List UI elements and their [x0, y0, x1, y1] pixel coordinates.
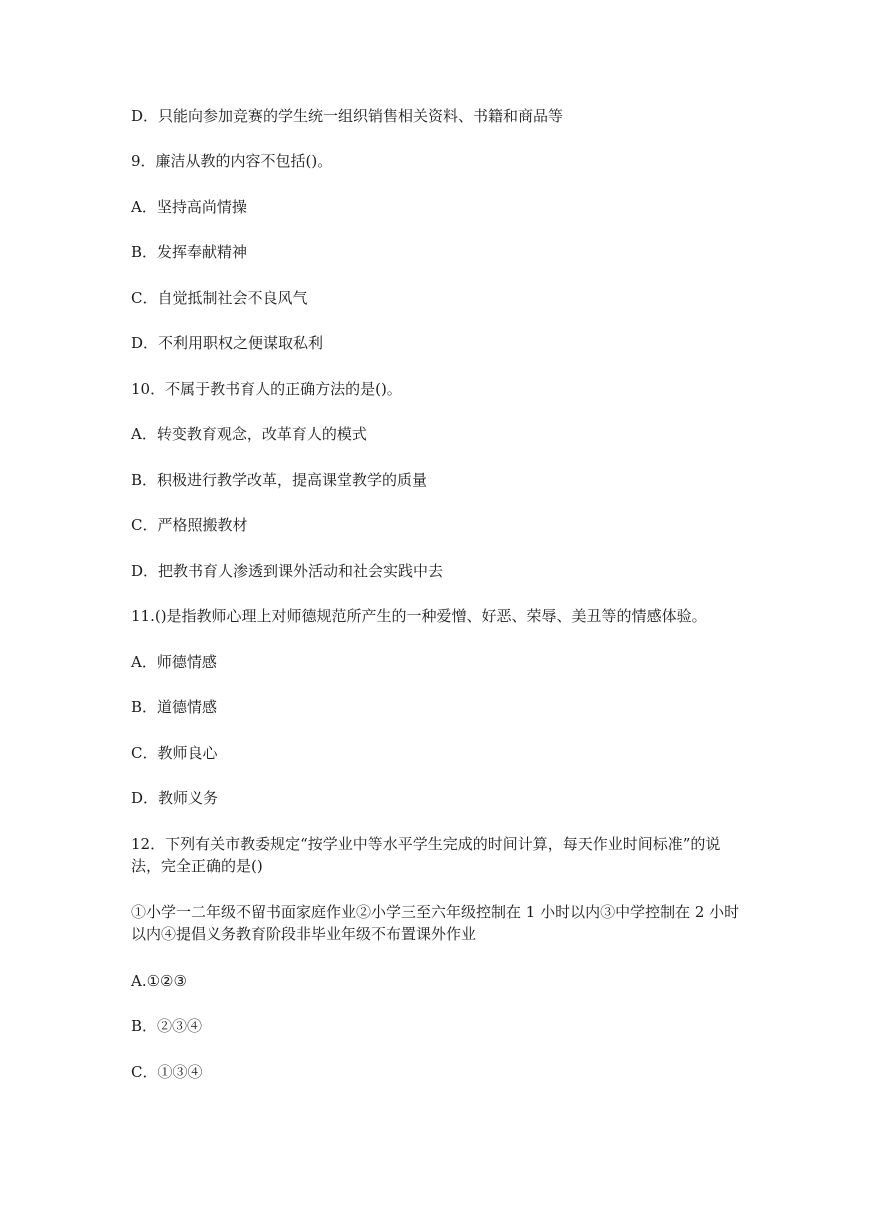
option-c-q11: C．教师良心	[131, 744, 218, 762]
option-d-q8: D．只能向参加竞赛的学生统一组织销售相关资料、书籍和商品等	[131, 107, 564, 125]
option-c-q9: C．自觉抵制社会不良风气	[131, 289, 308, 307]
option-a-q9: A．坚持高尚情操	[131, 198, 247, 216]
question-9: 9．廉洁从教的内容不包括()。	[131, 152, 333, 170]
option-d-q9: D．不利用职权之便谋取私利	[131, 334, 324, 352]
option-b-q12: B．②③④	[131, 1017, 203, 1035]
question-10: 10．不属于教书育人的正确方法的是()。	[131, 380, 402, 398]
option-b-q11: B．道德情感	[131, 698, 218, 716]
option-b-q10: B．积极进行教学改革，提高课堂教学的质量	[131, 471, 428, 489]
option-c-q12: C．①③④	[131, 1063, 203, 1081]
option-b-q9: B．发挥奉献精神	[131, 243, 248, 261]
option-a-q11: A．师德情感	[131, 653, 217, 671]
option-a-q10: A．转变教育观念，改革育人的模式	[131, 425, 367, 443]
question-12: 12．下列有关市教委规定“按学业中等水平学生完成的时间计算，每天作业时间标准”的说法，完全正确的是()	[131, 835, 721, 875]
option-c-q10: C．严格照搬教材	[131, 516, 248, 534]
option-a-q12: A.①②③	[131, 972, 187, 990]
option-d-q11: D．教师义务	[131, 789, 219, 807]
option-d-q10: D．把教书育人渗透到课外活动和社会实践中去	[131, 562, 444, 580]
question-12-statements: ①小学一二年级不留书面家庭作业②小学三至六年级控制在 1 小时以内③中学控制在 2 小时以内④提倡义务教育阶段非毕业年级不布置课外作业	[131, 903, 740, 943]
question-11: 11.()是指教师心理上对师德规范所产生的一种爱憎、好恶、荣辱、美丑等的情感体验。	[131, 607, 707, 625]
